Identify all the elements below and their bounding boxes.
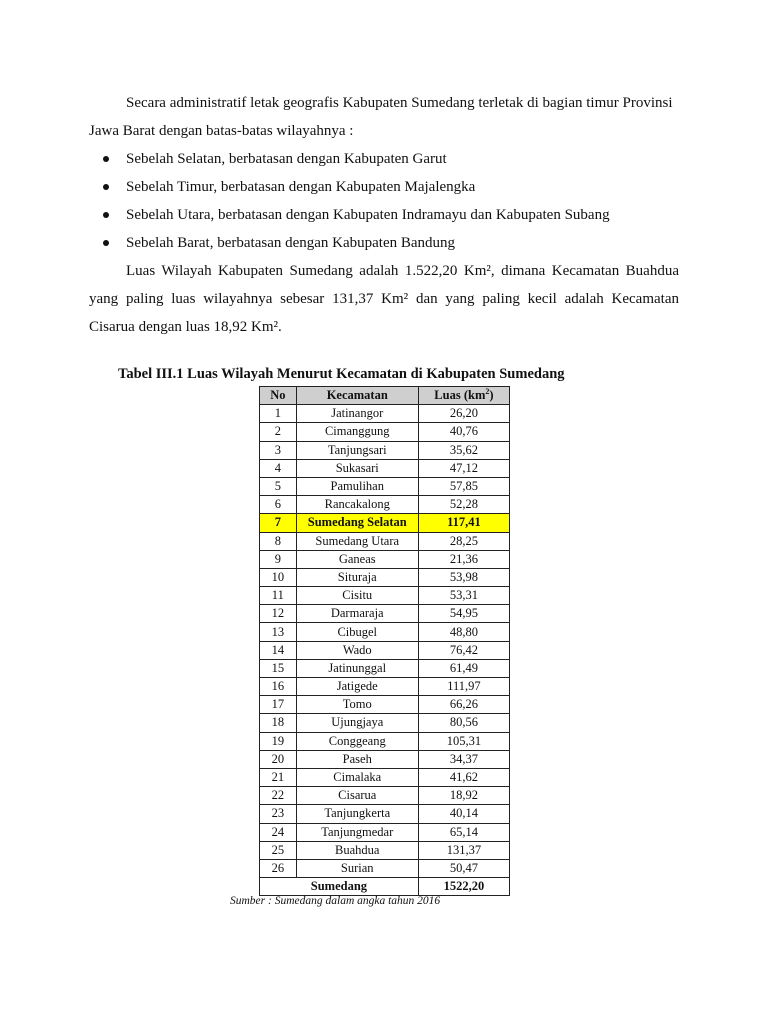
cell-no: 3	[260, 441, 297, 459]
border-item-south	[89, 145, 689, 173]
bullet-icon	[103, 212, 109, 218]
table-row	[260, 750, 510, 768]
table-row	[260, 696, 510, 714]
table-row	[260, 805, 510, 823]
table-row	[260, 823, 510, 841]
cell-luas: 105,31	[418, 732, 509, 750]
cell-kecamatan: Pamulihan	[296, 477, 418, 495]
cell-no: 11	[260, 587, 297, 605]
border-item-west	[89, 229, 689, 257]
cell-kecamatan: Jatinangor	[296, 405, 418, 423]
cell-kecamatan: Cibugel	[296, 623, 418, 641]
cell-no: 10	[260, 568, 297, 586]
table-row	[260, 441, 510, 459]
cell-luas: 52,28	[418, 496, 509, 514]
area-paragraph	[89, 257, 679, 341]
border-item-text: Sebelah Timur, berbatasan dengan Kabupaten Majalengka	[126, 179, 476, 195]
table-row	[260, 678, 510, 696]
cell-no: 20	[260, 750, 297, 768]
area-paragraph-text: Luas Wilayah Kabupaten Sumedang adalah 1.522,20 Km², dimana Kecamatan Buahdua yang paling luas wilayahnya sebesar 131,37 Km² dan yang paling kecil adalah Kecamatan Cisarua dengan luas 18,92 Km².	[89, 263, 679, 335]
cell-kecamatan: Buahdua	[296, 841, 418, 859]
cell-luas: 76,42	[418, 641, 509, 659]
cell-luas: 48,80	[418, 623, 509, 641]
cell-kecamatan: Tomo	[296, 696, 418, 714]
cell-luas: 53,31	[418, 587, 509, 605]
intro-line-2: Jawa Barat dengan batas-batas wilayahnya :	[89, 123, 354, 139]
table-row	[260, 496, 510, 514]
cell-kecamatan: Wado	[296, 641, 418, 659]
cell-no: 12	[260, 605, 297, 623]
bullet-icon	[103, 240, 109, 246]
cell-kecamatan: Cisitu	[296, 587, 418, 605]
border-item-north	[89, 201, 689, 229]
cell-luas: 65,14	[418, 823, 509, 841]
table-source: Sumber : Sumedang dalam angka tahun 2016	[230, 895, 441, 907]
area-table	[259, 386, 510, 896]
table-row	[260, 514, 510, 532]
cell-no: 22	[260, 787, 297, 805]
cell-no: 21	[260, 768, 297, 786]
cell-no: 1	[260, 405, 297, 423]
cell-no: 9	[260, 550, 297, 568]
table-row	[260, 459, 510, 477]
cell-luas: 40,14	[418, 805, 509, 823]
cell-no: 2	[260, 423, 297, 441]
cell-kecamatan: Conggeang	[296, 732, 418, 750]
cell-no: 15	[260, 659, 297, 677]
cell-luas: 111,97	[418, 678, 509, 696]
cell-no: 23	[260, 805, 297, 823]
border-item-text: Sebelah Utara, berbatasan dengan Kabupaten Indramayu dan Kabupaten Subang	[126, 207, 610, 223]
header-no: No	[260, 387, 297, 405]
cell-luas: 40,76	[418, 423, 509, 441]
header-kecamatan: Kecamatan	[296, 387, 418, 405]
table-header-row	[260, 387, 510, 405]
cell-kecamatan: Surian	[296, 859, 418, 877]
cell-kecamatan: Sumedang Utara	[296, 532, 418, 550]
cell-kecamatan: Ujungjaya	[296, 714, 418, 732]
cell-no: 24	[260, 823, 297, 841]
cell-no: 14	[260, 641, 297, 659]
cell-no: 26	[260, 859, 297, 877]
intro-paragraph	[89, 89, 679, 145]
cell-luas: 54,95	[418, 605, 509, 623]
bullet-icon	[103, 184, 109, 190]
cell-luas: 61,49	[418, 659, 509, 677]
table-row	[260, 641, 510, 659]
cell-luas: 47,12	[418, 459, 509, 477]
table-row	[260, 587, 510, 605]
cell-kecamatan: Sukasari	[296, 459, 418, 477]
cell-no: 25	[260, 841, 297, 859]
cell-no: 18	[260, 714, 297, 732]
cell-kecamatan: Tanjungsari	[296, 441, 418, 459]
table-row	[260, 659, 510, 677]
table-row	[260, 787, 510, 805]
cell-kecamatan: Tanjungkerta	[296, 805, 418, 823]
cell-luas: 117,41	[418, 514, 509, 532]
table-row	[260, 605, 510, 623]
table-row	[260, 714, 510, 732]
cell-kecamatan: Cisarua	[296, 787, 418, 805]
cell-no: 4	[260, 459, 297, 477]
cell-luas: 41,62	[418, 768, 509, 786]
table-body	[260, 405, 510, 878]
cell-kecamatan: Cimanggung	[296, 423, 418, 441]
table-row	[260, 732, 510, 750]
cell-kecamatan: Sumedang Selatan	[296, 514, 418, 532]
cell-luas: 18,92	[418, 787, 509, 805]
total-luas: 1522,20	[418, 878, 509, 896]
cell-no: 6	[260, 496, 297, 514]
cell-no: 8	[260, 532, 297, 550]
cell-kecamatan: Situraja	[296, 568, 418, 586]
cell-luas: 80,56	[418, 714, 509, 732]
total-label: Sumedang	[260, 878, 419, 896]
table-row	[260, 423, 510, 441]
cell-no: 5	[260, 477, 297, 495]
cell-luas: 26,20	[418, 405, 509, 423]
cell-kecamatan: Jatigede	[296, 678, 418, 696]
header-luas: Luas $(km^2)$	[418, 387, 509, 405]
cell-luas: 66,26	[418, 696, 509, 714]
cell-no: 16	[260, 678, 297, 696]
bullet-icon	[103, 156, 109, 162]
cell-kecamatan: Ganeas	[296, 550, 418, 568]
cell-luas: 57,85	[418, 477, 509, 495]
cell-kecamatan: Cimalaka	[296, 768, 418, 786]
table-total-row	[260, 878, 510, 896]
table-row	[260, 477, 510, 495]
cell-luas: 34,37	[418, 750, 509, 768]
border-item-east	[89, 173, 689, 201]
cell-kecamatan: Tanjungmedar	[296, 823, 418, 841]
cell-kecamatan: Darmaraja	[296, 605, 418, 623]
cell-luas: 50,47	[418, 859, 509, 877]
table-row	[260, 568, 510, 586]
cell-no: 7	[260, 514, 297, 532]
table-caption: Tabel III.1 Luas Wilayah Menurut Kecamatan di Kabupaten Sumedang	[118, 366, 565, 382]
table-row	[260, 623, 510, 641]
border-item-text: Sebelah Barat, berbatasan dengan Kabupaten Bandung	[126, 235, 456, 251]
cell-luas: 28,25	[418, 532, 509, 550]
cell-luas: 53,98	[418, 568, 509, 586]
table-row	[260, 859, 510, 877]
border-list	[89, 145, 689, 257]
table-row	[260, 768, 510, 786]
cell-no: 13	[260, 623, 297, 641]
table-row	[260, 841, 510, 859]
table-row	[260, 550, 510, 568]
table-row	[260, 405, 510, 423]
cell-luas: 21,36	[418, 550, 509, 568]
cell-luas: 131,37	[418, 841, 509, 859]
intro-line-1: Secara administratif letak geografis Kabupaten Sumedang terletak di bagian timur Provinsi	[126, 95, 673, 111]
border-item-text: Sebelah Selatan, berbatasan dengan Kabupaten Garut	[126, 151, 447, 167]
cell-luas: 35,62	[418, 441, 509, 459]
table-row	[260, 532, 510, 550]
cell-no: 19	[260, 732, 297, 750]
cell-kecamatan: Paseh	[296, 750, 418, 768]
cell-kecamatan: Jatinunggal	[296, 659, 418, 677]
cell-no: 17	[260, 696, 297, 714]
cell-kecamatan: Rancakalong	[296, 496, 418, 514]
